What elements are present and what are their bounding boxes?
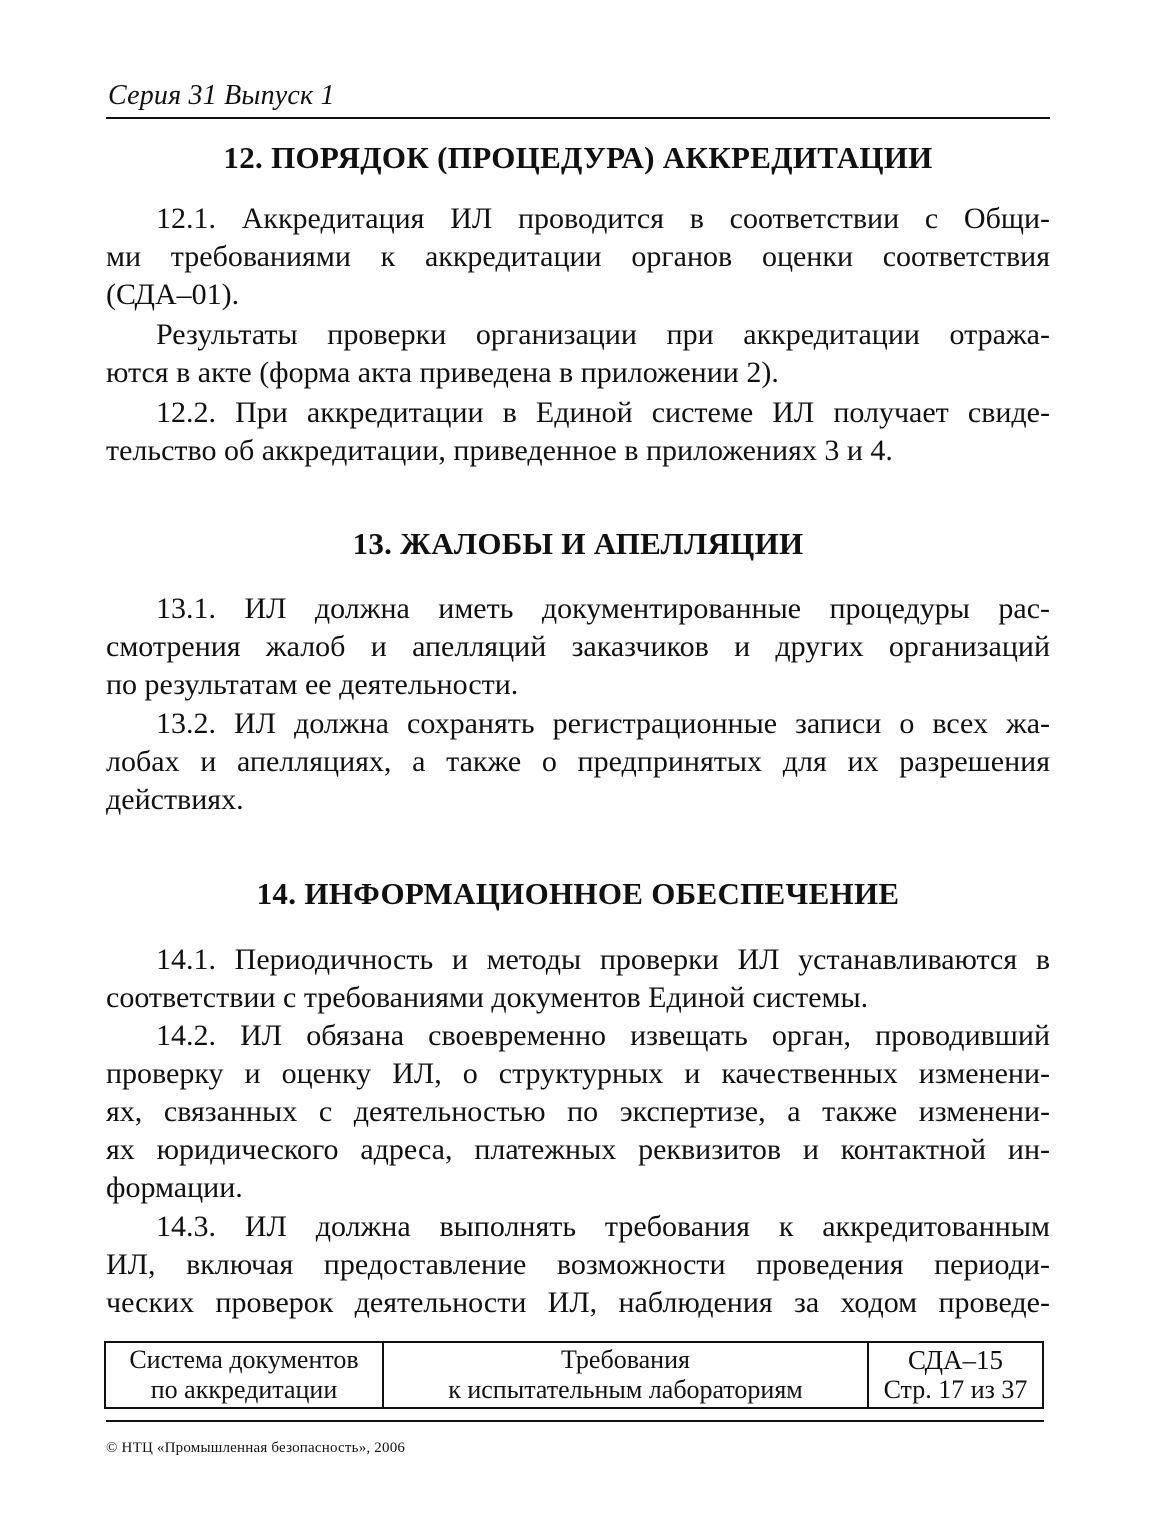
footer-title-line: к испытательным лабораториям xyxy=(448,1375,803,1404)
footer-code-cell xyxy=(869,1343,1042,1407)
footer-rule xyxy=(106,1420,1044,1422)
paragraph-12-2 xyxy=(106,394,1050,470)
text-line: ческих проверок деятельности ИЛ, наблюдения за ходом проведе- xyxy=(106,1286,1050,1319)
section-title-14: 14. ИНФОРМАЦИОННОЕ ОБЕСПЕЧЕНИЕ xyxy=(256,876,900,911)
text-line: проверку и оценку ИЛ, о структурных и качественных изменени- xyxy=(106,1057,1050,1090)
text-line: 13.2. ИЛ должна сохранять регистрационные записи о всех жа- xyxy=(156,707,1050,740)
document-footer-table xyxy=(104,1341,1044,1409)
paragraph-13-1 xyxy=(106,590,1050,704)
text-line: (СДА–01). xyxy=(106,278,240,311)
paragraph-12-1 xyxy=(106,200,1050,314)
text-line: Результаты проверки организации при аккредитации отража- xyxy=(156,318,1050,351)
section-title-13: 13. ЖАЛОБЫ И АПЕЛЛЯЦИИ xyxy=(352,526,804,561)
header-rule xyxy=(106,117,1050,119)
footer-title-line: Требования xyxy=(561,1345,690,1374)
footer-title-cell xyxy=(384,1343,869,1407)
footer-system-line: Система документов xyxy=(129,1345,359,1374)
text-line: соответствии с требованиями документов Единой системы. xyxy=(106,981,869,1014)
text-line: лобах и апелляциях, а также о предпринятых для их разрешения xyxy=(106,745,1050,778)
text-line: ях, связанных с деятельностью по экспертизе, а также изменени- xyxy=(106,1095,1050,1128)
text-line: формации. xyxy=(106,1171,243,1204)
text-line: ИЛ, включая предоставление возможности проведения периоди- xyxy=(106,1248,1050,1281)
text-line: ях юридического адреса, платежных реквизитов и контактной ин- xyxy=(106,1133,1050,1166)
text-line: ются в акте (форма акта приведена в приложении 2). xyxy=(106,356,779,389)
text-line: ми требованиями к аккредитации органов оценки соответствия xyxy=(106,240,1050,273)
text-line: 12.2. При аккредитации в Единой системе ИЛ получает свиде- xyxy=(156,396,1050,429)
paragraph-13-2 xyxy=(106,705,1050,819)
page-number: Стр. 17 из 37 xyxy=(883,1375,1028,1404)
text-line: тельство об аккредитации, приведенное в приложениях 3 и 4. xyxy=(106,434,893,467)
running-header: Серия 31 Выпуск 1 xyxy=(108,80,335,111)
text-line: действиях. xyxy=(106,783,244,816)
text-line: 14.1. Периодичность и методы проверки ИЛ устанавливаются в xyxy=(156,943,1050,976)
copyright-notice: © НТЦ «Промышленная безопасность», 2006 xyxy=(106,1440,406,1456)
text-line: 12.1. Аккредитация ИЛ проводится в соответствии с Общи- xyxy=(156,202,1050,235)
paragraph-14-3 xyxy=(106,1208,1050,1322)
text-line: 14.2. ИЛ обязана своевременно извещать орган, проводивший xyxy=(156,1019,1050,1052)
text-line: смотрения жалоб и апелляций заказчиков и других организаций xyxy=(106,630,1050,663)
paragraph-14-1 xyxy=(106,941,1050,1017)
text-line: по результатам ее деятельности. xyxy=(106,668,519,701)
footer-system-line: по аккредитации xyxy=(150,1375,338,1404)
paragraph-14-2 xyxy=(106,1017,1050,1207)
footer-system-cell xyxy=(106,1343,384,1407)
section-title-12: 12. ПОРЯДОК (ПРОЦЕДУРА) АККРЕДИТАЦИИ xyxy=(223,140,933,175)
document-code: СДА–15 xyxy=(907,1345,1004,1375)
paragraph-12-1-results xyxy=(106,316,1050,392)
text-line: 14.3. ИЛ должна выполнять требования к аккредитованным xyxy=(156,1210,1050,1243)
text-line: 13.1. ИЛ должна иметь документированные процедуры рас- xyxy=(156,592,1050,625)
